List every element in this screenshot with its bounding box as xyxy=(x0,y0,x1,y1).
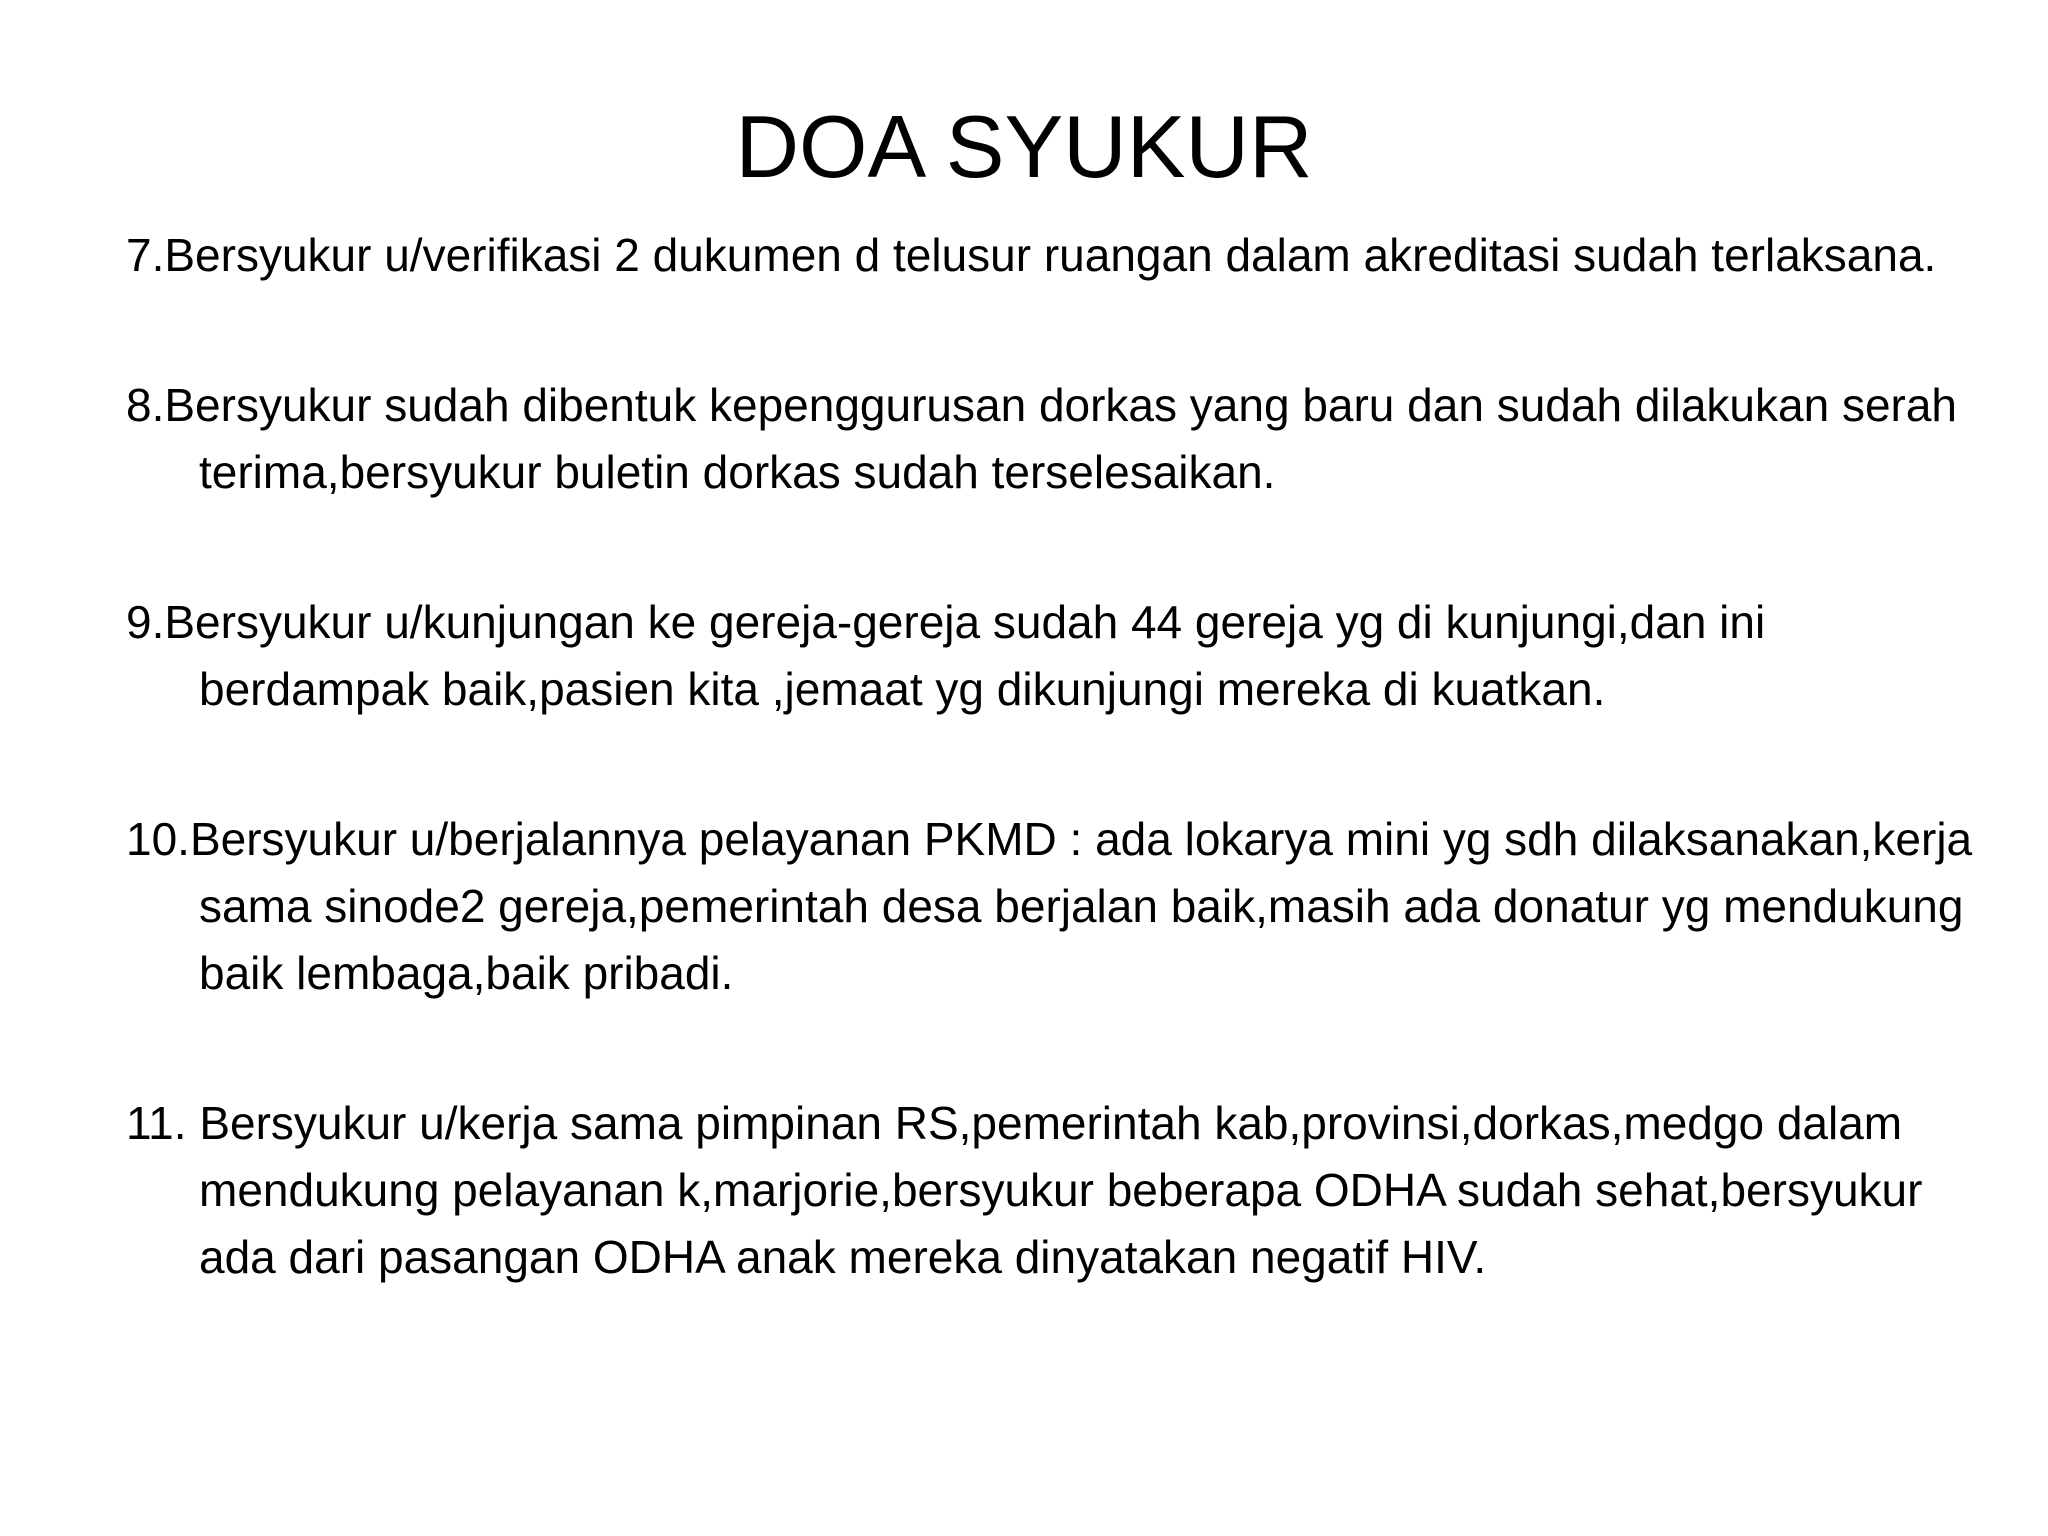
list-item: 10.Bersyukur u/berjalannya pelayanan PKMD : ada lokarya mini yg sdh dilaksanakan,kerja sama sinode2 gereja,pemerintah desa berjalan baik,masih ada donatur yg mendukung baik lembaga,baik pribadi. xyxy=(126,813,1973,999)
slide-content xyxy=(126,222,1986,1291)
slide-title: DOA SYUKUR xyxy=(735,97,1313,196)
list-item: 11. Bersyukur u/kerja sama pimpinan RS,pemerintah kab,provinsi,dorkas,medgo dalam mendukung pelayanan k,marjorie,bersyukur beberapa ODHA sudah sehat,bersyukur ada dari pasangan ODHA anak mereka dinyatakan negatif HIV. xyxy=(126,1097,1923,1283)
list-item: 8.Bersyukur sudah dibentuk kepenggurusan dorkas yang baru dan sudah dilakukan serah terima,bersyukur buletin dorkas sudah terselesaikan. xyxy=(126,379,1958,498)
list-item: 9.Bersyukur u/kunjungan ke gereja-gereja sudah 44 gereja yg di kunjungi,dan ini berdampak baik,pasien kita ,jemaat yg dikunjungi mereka di kuatkan. xyxy=(126,596,1766,715)
list-item: 7.Bersyukur u/verifikasi 2 dukumen d telusur ruangan dalam akreditasi sudah terlaksana. xyxy=(126,229,1937,281)
